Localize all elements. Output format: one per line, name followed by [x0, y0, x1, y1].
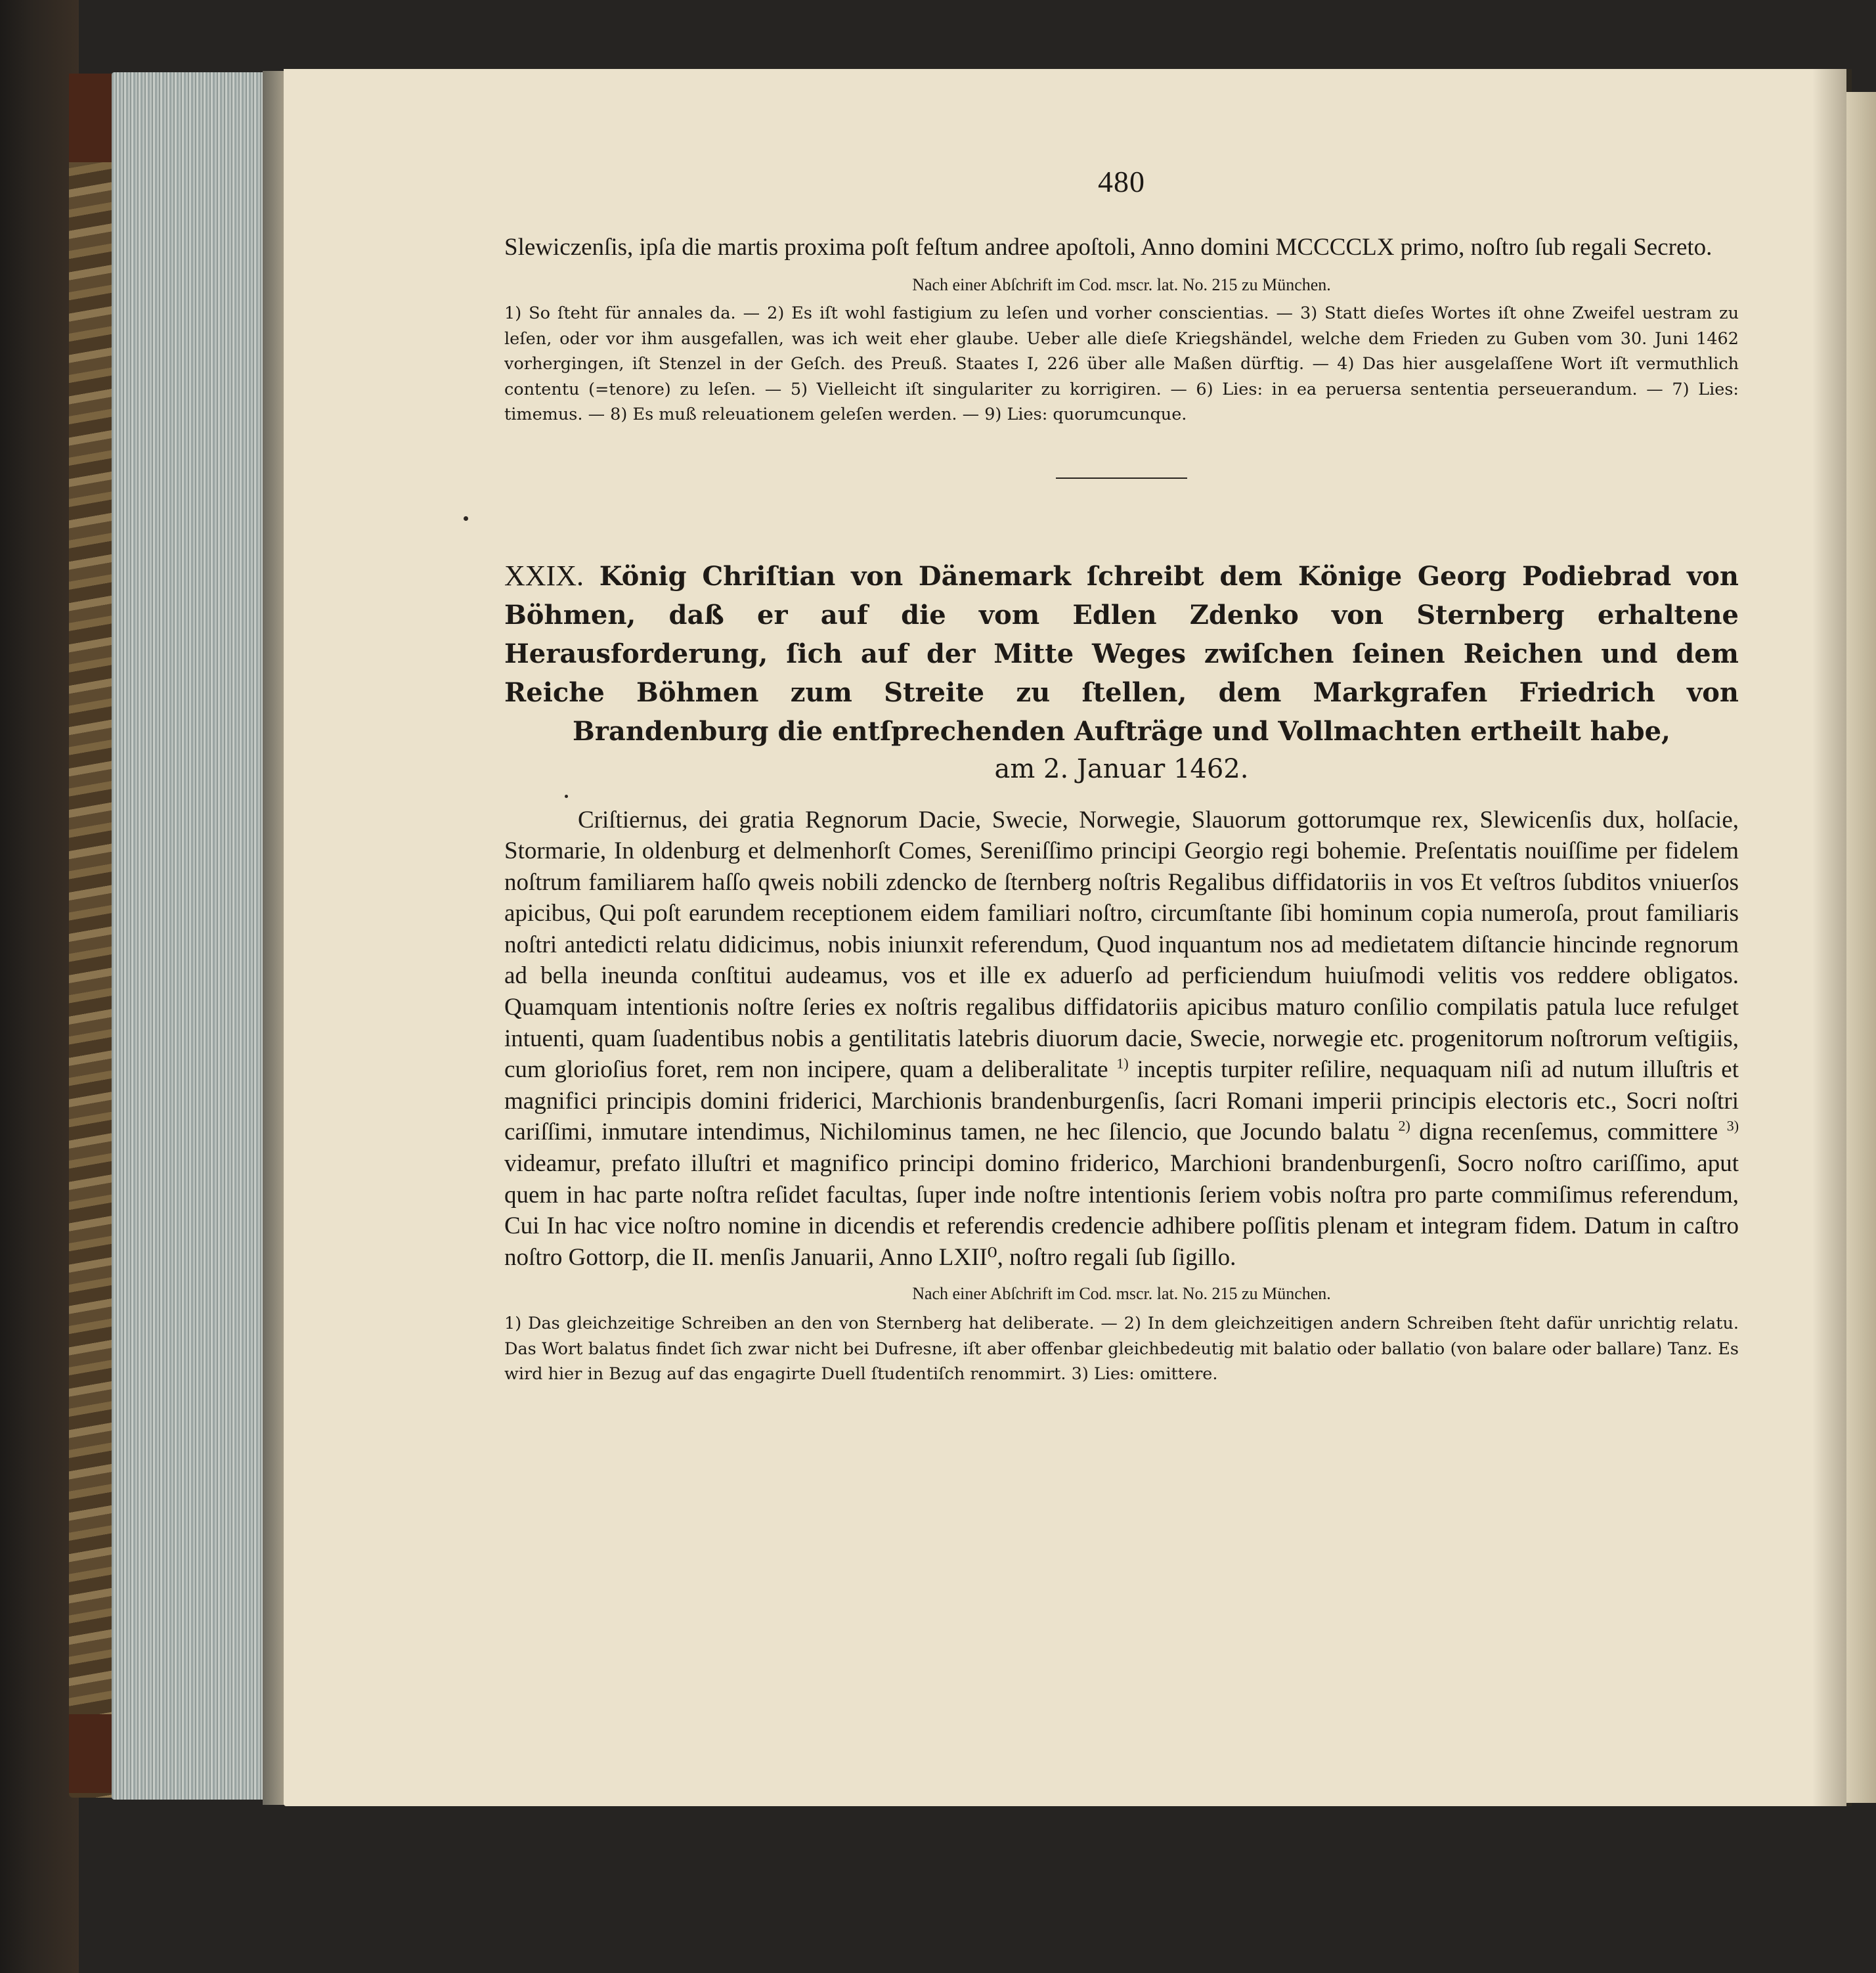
page-gutter: [1812, 69, 1852, 1806]
body-text-part: digna recenſemus, committere: [1419, 1119, 1718, 1146]
footnote-ref: 2): [1398, 1118, 1410, 1135]
section-divider: [1056, 477, 1187, 479]
footnote-ref: 3): [1726, 1118, 1739, 1135]
document-heading: [504, 556, 1739, 751]
facing-page-edge: [1846, 92, 1876, 1803]
ink-speck: [464, 516, 468, 521]
document-number: XXIX.: [504, 559, 584, 592]
footnotes-previous: 1) So ſteht für annales da. — 2) Es iſt wohl fastigium zu leſen und vorher conscientias. — 3) Statt dieſes Wortes iſt ohne Zweifel uestram zu leſen, oder vor ihm ausgefallen, was ich weit eher glaube. Ueber alle dieſe Kriegshändel, welche dem Frieden zu Guben vom 30. Juni 1462 vorhergingen, iſt Stenzel in der Geſch. des Preuß. Staates I, 226 über alle Maßen dürftig. — 4) Das hier ausgelaſſene Wort iſt vermuthlich contentu (=tenore) zu leſen. — 5) Vielleicht iſt singulariter zu korrigiren. — 6) Lies: in ea peruersa sententia perseuerandum. — 7) Lies: timemus. — 8) Es muß releuationem geleſen werden. — 9) Lies: quorumcunque.: [504, 303, 1739, 424]
source-citation: Nach einer Abſchrift im Cod. mscr. lat. No. 215 zu München.: [912, 1284, 1331, 1304]
body-text-part: videamur, prefato illuſtri et magnifico principi domino friderico, Marchioni brandenburgenſi, Socro noſtro cariſſimo, aput quem in hac parte noſtra reſidet facultas, ſuper inde noſtre intentionis ſeriem vobis noſtra pro parte commiſimus referendum, Cui In hac vice noſtro nomine in dicendis et referendis credencie adhibere poſſitis plenam et integram fidem. Datum in caſtro noſtro Gottorp, die II. menſis Januarii, Anno LXII⁰, noſtro regali ſub ſigillo.: [504, 1150, 1739, 1271]
page-number: 480: [1098, 165, 1145, 198]
footnotes-document: 1) Das gleichzeitige Schreiben an den von Sternberg hat deliberate. — 2) In dem gleichzeitigen andern Schreiben ſteht dafür unrichtig relatu. Das Wort balatus findet ſich zwar nicht bei Dufresne, iſt aber offenbar gleichbedeutig mit balatio oder ballatio (von balare oder ballare) Tanz. Es wird hier in Bezug auf das engagirte Duell ſtudentiſch renommirt. 3) Lies: omittere.: [504, 1314, 1739, 1385]
source-citation: Nach einer Abſchrift im Cod. mscr. lat. No. 215 zu München.: [912, 275, 1331, 294]
body-text-part: inceptis turpiter reſilire, nequaquam niſi ad nutum illuſtris et magnifici principis domini friderici, Marchionis brandenburgenſis, ſacri Romani imperii principis electoris etc., Socri noſtri cariſſimi, inmutare intendimus, Nichilominus tamen, ne hec ſilencio, que Jocundo balatu: [504, 1056, 1739, 1146]
document-date: am 2. Januar 1462.: [994, 753, 1249, 784]
footnote-ref: 1): [1116, 1055, 1129, 1072]
body-text-part: Criſtiernus, dei gratia Regnorum Dacie, Swecie, Norwegie, Slauorum gottorumque rex, Slewicenſis dux, holſacie, Stormarie, In oldenburg et delmenhorſt Comes, Sereniſſimo principi Georgio regi bohemie. Preſentatis nouiſſime per fidelem noſtrum familiarem haſſo qweis nobili zdencko de ſternberg noſtris Regalibus diffidatoriis in vos Et veſtros ſubditos vniuerſos apicibus, Qui poſt earundem receptionem eidem familiari noſtro, circumſtante ſibi hominum copia numeroſa, prout familiaris noſtri antedicti relatu didicimus, nobis iniunxit referendum, Quod inquantum nos ad medietatem diſtancie hincinde regnorum ad bella ineunda conſtitui audeamus, vos et ille ex aduerſo ad perficiendum huiuſmodi velitis vos reddere obligatos. Quamquam intentionis noſtre ſeries ex noſtris regalibus diffidatoriis apicibus maturo conſilio compilatis patula luce refulget intuenti, quam ſuadentibus nobis a gentilitatis latebris diuorum dacie, Swecie, norwegie etc. progenitorum noſtrorum veſtigiis, cum glorioſius foret, rem non incipere, quam a deliberalitate: [504, 806, 1739, 1084]
document-title: König Chriſtian von Dänemark ſchreibt dem Könige Georg Podiebrad von Böhmen, daß er auf die vom Edlen Zdenko von Sternberg erhaltene Herausforderung, ſich auf der Mitte Weges zwiſchen ſeinen Reichen und dem Reiche Böhmen zum Streite zu ſtellen, dem Markgrafen Friedrich von Brandenburg die entſprechenden Aufträge und Vollmachten ertheilt habe,: [504, 560, 1739, 747]
document-body: [504, 805, 1739, 1274]
book-spine: [0, 0, 79, 1973]
previous-document-ending: Slewiczenſis, ipſa die martis proxima poſt feſtum andree apoſtoli, Anno domini MCCCCLX primo, noſtro ſub regali Secreto.: [504, 234, 1712, 261]
text-block: [504, 164, 1739, 1387]
